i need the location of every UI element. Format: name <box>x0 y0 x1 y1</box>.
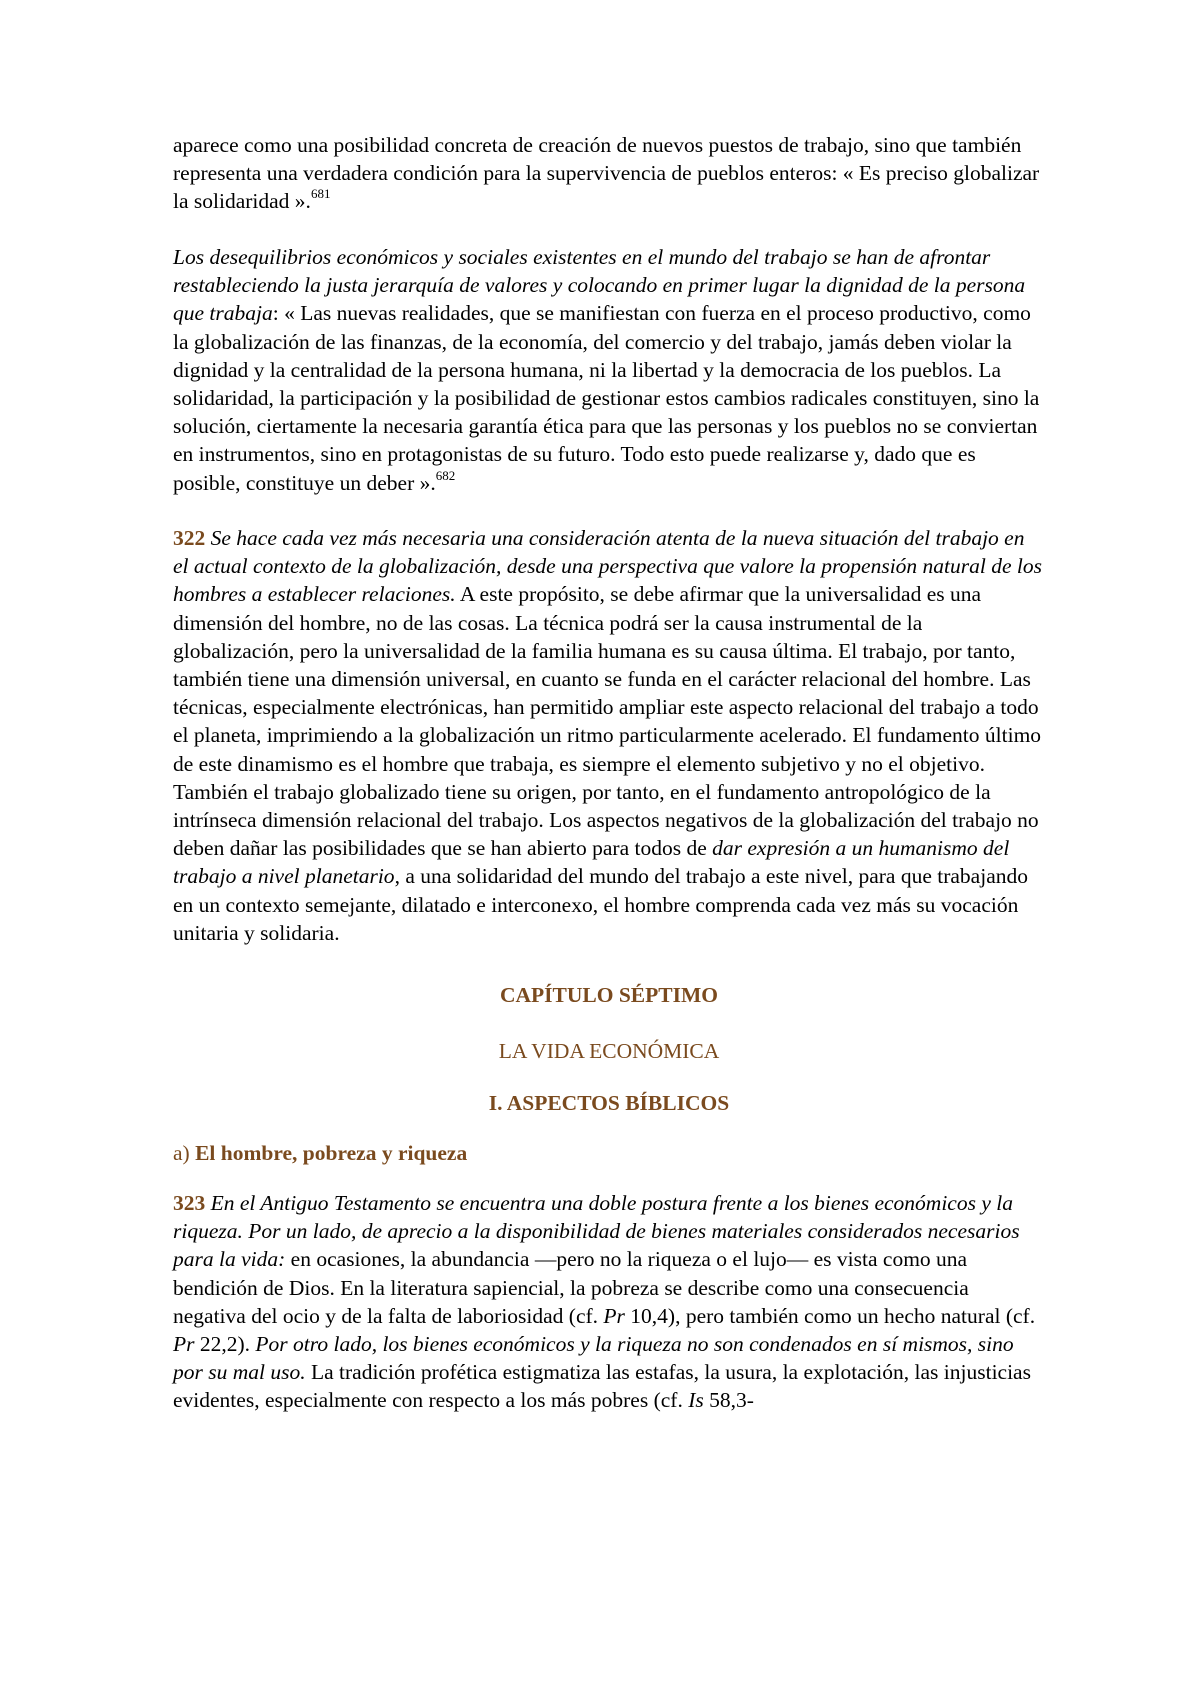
paragraph-text: , a una solidaridad del mundo del trabajo a este nivel, para que trabajando en un contexto semejante, dilatado e interconexo, el hombre comprenda cada vez más su vocación unitaria y solidaria. <box>173 864 1028 945</box>
subsection-letter: a) <box>173 1141 196 1165</box>
paragraph-italic: dar expresión a un humanismo del trabajo a nivel planetario <box>173 836 1010 889</box>
subsection-title: El hombre, pobreza y riqueza <box>195 1141 468 1165</box>
paragraph-text: 58,3- <box>703 1388 754 1413</box>
paragraph-italic: Por otro lado, los bienes económicos y la riqueza no son condenados en sí mismos, sino por su mal uso. <box>173 1332 1014 1385</box>
section-heading: I. ASPECTOS BÍBLICOS <box>488 1091 730 1115</box>
paragraph-323 <box>173 1189 1045 1415</box>
paragraph-text: 10,4), pero también como un hecho natural (cf. <box>624 1303 1036 1328</box>
paragraph-number: 322 <box>173 526 206 550</box>
paragraph-text: 22,2). <box>194 1332 256 1357</box>
subsection-heading <box>173 1141 1045 1166</box>
footnote-ref[interactable]: 682 <box>435 467 456 483</box>
paragraph-322 <box>173 524 1045 947</box>
paragraph-number: 323 <box>173 1191 206 1215</box>
paragraph-italic: En el Antiguo Testamento se encuentra una doble postura frente a los bienes económicos y la riqueza. Por un lado, de aprecio a la disponibilidad de bienes materiales considerados necesarios para la vida: <box>173 1191 1020 1272</box>
paragraph-text: : « Las nuevas realidades, que se manifiestan con fuerza en el proceso productivo, como la globalización de las finanzas, de la economía, del comercio y del trabajo, jamás deben violar la dignidad y la centralidad de la persona humana, ni la libertad y la democracia de los pueblos. La solidaridad, la participación y la posibilidad de gestionar estos cambios radicales constituyen, sino la solución, ciertamente la necesaria garantía ética para que las personas y los pueblos no se conviertan en instrumentos, sino en protagonistas de su futuro. Todo esto puede realizarse y, dado que es posible, constituye un deber ». <box>173 301 1040 495</box>
bible-ref: Is <box>688 1388 704 1413</box>
paragraph-text: en ocasiones, la abundancia —pero no la riqueza o el lujo— es vista como una bendición de Dios. En la literatura sapiencial, la pobreza se describe como una consecuencia negativa del ocio y de la falta de laboriosidad (cf. <box>173 1247 969 1328</box>
bible-ref: Pr <box>603 1303 625 1328</box>
footnote-ref[interactable]: 681 <box>310 186 331 202</box>
paragraph-text: A este propósito, se debe afirmar que la universalidad es una dimensión del hombre, no de las cosas. La técnica podrá ser la causa instrumental de la globalización, pero la universalidad de la familia humana es su causa última. El trabajo, por tanto, también tiene una dimensión universal, en cuanto se funda en el carácter relacional del hombre. Las técnicas, especialmente electrónicas, han permitido ampliar este aspecto relacional del trabajo a todo el planeta, imprimiendo a la globalización un ritmo particularmente acelerado. El fundamento último de este dinamismo es el hombre que trabaja, es siempre el elemento subjetivo y no el objetivo. También el trabajo globalizado tiene su origen, por tanto, en el fundamento antropológico de la intrínseca dimensión relacional del trabajo. Los aspectos negativos de la globalización del trabajo no deben dañar las posibilidades que se han abierto para todos de <box>173 582 1042 861</box>
chapter-heading: CAPÍTULO SÉPTIMO <box>499 983 718 1007</box>
paragraph-text: aparece como una posibilidad concreta de creación de nuevos puestos de trabajo, sino que también representa una verdadera condición para la supervivencia de pueblos enteros: « Es preciso globalizar la solidaridad ». <box>173 133 1040 214</box>
paragraph-globalization <box>173 243 1045 497</box>
bible-ref: Pr <box>173 1332 195 1357</box>
paragraph-text: La tradición profética estigmatiza las estafas, la usura, la explotación, las injusticias evidentes, especialmente con respecto a los más pobres (cf. <box>173 1360 1031 1413</box>
paragraph-italic: Los desequilibrios económicos y sociales existentes en el mundo del trabajo se han de afrontar restableciendo la justa jerarquía de valores y colocando en primer lugar la dignidad de la persona que trabaja <box>173 245 1026 326</box>
paragraph-italic: Se hace cada vez más necesaria una consideración atenta de la nueva situación del trabajo en el actual contexto de la globalización, desde una perspectiva que valore la propensión natural de los hombres a establecer relaciones. <box>173 526 1042 607</box>
paragraph-continuation <box>173 131 1045 216</box>
chapter-title: LA VIDA ECONÓMICA <box>498 1039 720 1063</box>
